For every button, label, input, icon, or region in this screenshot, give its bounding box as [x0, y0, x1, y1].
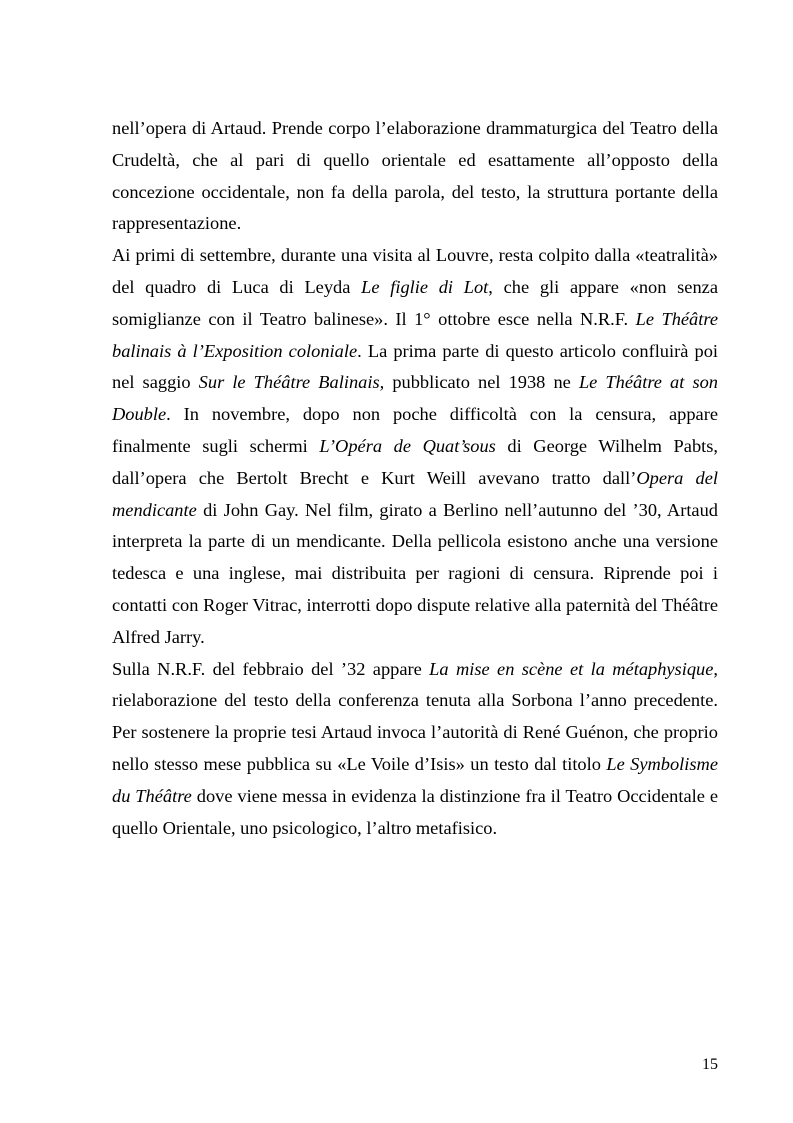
- page-number: 15: [702, 1056, 718, 1073]
- text-segment: di George Wilhelm Pabts, dall’opera che Bertolt Brecht e Kurt Weill avevano tratto dall’: [112, 435, 719, 488]
- text-segment: di John Gay. Nel film, girato a Berlino nell’autunno del ’30, Artaud interpreta la parte di un mendicante. Della pellicola esistono anche una versione tedesca e una inglese, mai distribuita per ragioni di censura. Riprende poi i contatti con Roger Vitrac, interrotti dopo dispute relative alla paternità del Théâtre Alfred Jarry.: [112, 499, 718, 647]
- text-segment: . In novembre, dopo non poche difficoltà con la censura, appare finalmente sugli schermi: [112, 404, 718, 456]
- text-segment: , rielaborazione del testo della conferenza tenuta alla Sorbona l’anno precedente. Per sostenere la proprie tesi Artaud invoca l’autorità di René Guénon, che proprio nello stesso mese pubblica su «Le Voile d’Isis» un testo dal titolo: [112, 658, 718, 774]
- body-text: [112, 113, 718, 844]
- italic-title-text: Opera del mendicante: [112, 467, 718, 520]
- italic-title-text: L’Opéra de Quat’sous: [319, 435, 496, 456]
- italic-title-text: Le Symbolisme du Théâtre: [112, 753, 718, 806]
- text-segment: Ai primi di settembre, durante una visita al Louvre, resta colpito dalla «teatralità» del quadro di Luca di Leyda: [112, 245, 718, 297]
- text-segment: Sulla N.R.F. del febbraio del ’32 appare: [112, 658, 430, 679]
- text-segment: pubblicato nel 1938 ne: [384, 372, 579, 393]
- italic-title-text: Le Théâtre balinais à l’Exposition coloniale: [112, 308, 718, 361]
- paragraph: [112, 654, 718, 845]
- text-segment: . La prima parte di questo articolo confluirà poi nel saggio: [112, 340, 718, 393]
- text-segment: dove viene messa in evidenza la distinzione fra il Teatro Occidentale e quello Orientale, uno psicologico, l’altro metafisico.: [112, 785, 718, 838]
- italic-title-text: Sur le Théâtre Balinais,: [198, 372, 385, 393]
- italic-title-text: Le figlie di Lot: [361, 276, 489, 297]
- italic-title-text: Le Théâtre at son Double: [112, 372, 718, 425]
- paragraph: [112, 240, 718, 653]
- paragraph: [112, 113, 718, 240]
- text-segment: nell’opera di Artaud. Prende corpo l’elaborazione drammaturgica del Teatro della Crudeltà, che al pari di quello orientale ed esattamente all’opposto della concezione occidentale, non fa della parola, del testo, la struttura portante della rappresentazione.: [112, 118, 718, 234]
- italic-title-text: La mise en scène et la métaphysique: [429, 658, 714, 679]
- text-segment: , che gli appare «non senza somiglianze con il Teatro balinese». Il 1° ottobre esce nella N.R.F.: [112, 276, 718, 329]
